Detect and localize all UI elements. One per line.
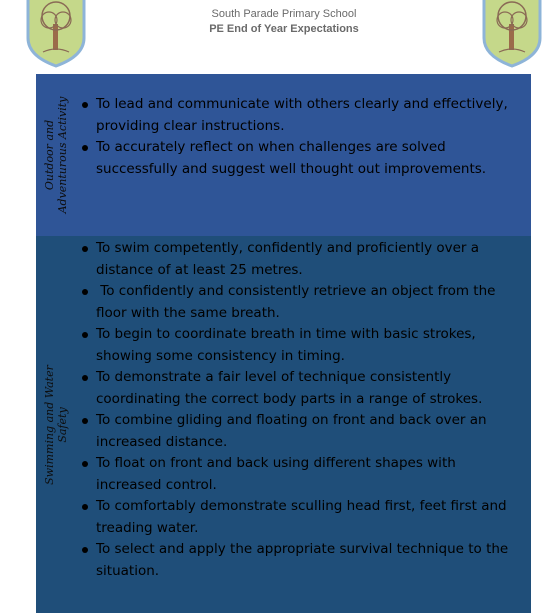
list-item-text: To confidently and consistently retrieve an object from the floor with the same breath. <box>96 283 500 321</box>
list-item-text: To demonstrate a fair level of technique consistently coordinating the correct body parts in a range of strokes. <box>96 369 483 407</box>
bullet-icon <box>82 289 88 295</box>
list-item-text: To comfortably demonstrate sculling head first, feet first and treading water. <box>96 498 507 536</box>
list-item <box>96 367 516 410</box>
list-item-text: To begin to coordinate breath in time with basic strokes, showing some consistency in timing. <box>96 326 476 364</box>
bullet-icon <box>82 145 88 151</box>
list-item-text: To combine gliding and floating on front and back over an increased distance. <box>96 412 487 450</box>
list-item <box>96 453 516 496</box>
list-item <box>96 410 516 453</box>
section-label-text: Swimming and Water Safety <box>43 364 69 485</box>
document-subtitle: PE End of Year Expectations <box>209 23 359 35</box>
list-item <box>96 281 516 324</box>
list-item <box>96 496 516 539</box>
list-item-text: To accurately reflect on when challenges are solved successfully and suggest well thought out improvements. <box>96 139 487 177</box>
school-name: South Parade Primary School <box>211 8 357 20</box>
section-label <box>36 236 76 613</box>
list-item-text: To float on front and back using different shapes with increased control. <box>96 455 456 493</box>
list-item-text: To lead and communicate with others clearly and effectively, providing clear instructions. <box>96 96 508 134</box>
bullet-icon <box>82 461 88 467</box>
bullet-icon <box>82 418 88 424</box>
expectation-list <box>96 238 516 582</box>
section-outdoor-adventurous <box>36 74 531 236</box>
list-item-text: To swim competently, confidently and proficiently over a distance of at least 25 metres. <box>96 240 480 278</box>
expectation-list <box>96 94 516 180</box>
section-label <box>36 74 76 236</box>
section-swimming-water-safety <box>36 236 531 613</box>
bullet-icon <box>82 102 88 108</box>
bullet-icon <box>82 504 88 510</box>
school-crest-icon <box>481 0 543 68</box>
list-item-text: To select and apply the appropriate survival technique to the situation. <box>96 541 509 579</box>
list-item <box>96 94 516 137</box>
expectations-table <box>36 74 531 613</box>
school-title <box>0 7 550 37</box>
bullet-icon <box>82 547 88 553</box>
list-item <box>96 137 516 180</box>
bullet-icon <box>82 375 88 381</box>
section-label-text: Outdoor and Adventurous Activity <box>43 96 69 214</box>
bullet-icon <box>82 246 88 252</box>
page-header <box>0 0 550 74</box>
list-item <box>96 539 516 582</box>
list-item <box>96 238 516 281</box>
bullet-icon <box>82 332 88 338</box>
list-item <box>96 324 516 367</box>
